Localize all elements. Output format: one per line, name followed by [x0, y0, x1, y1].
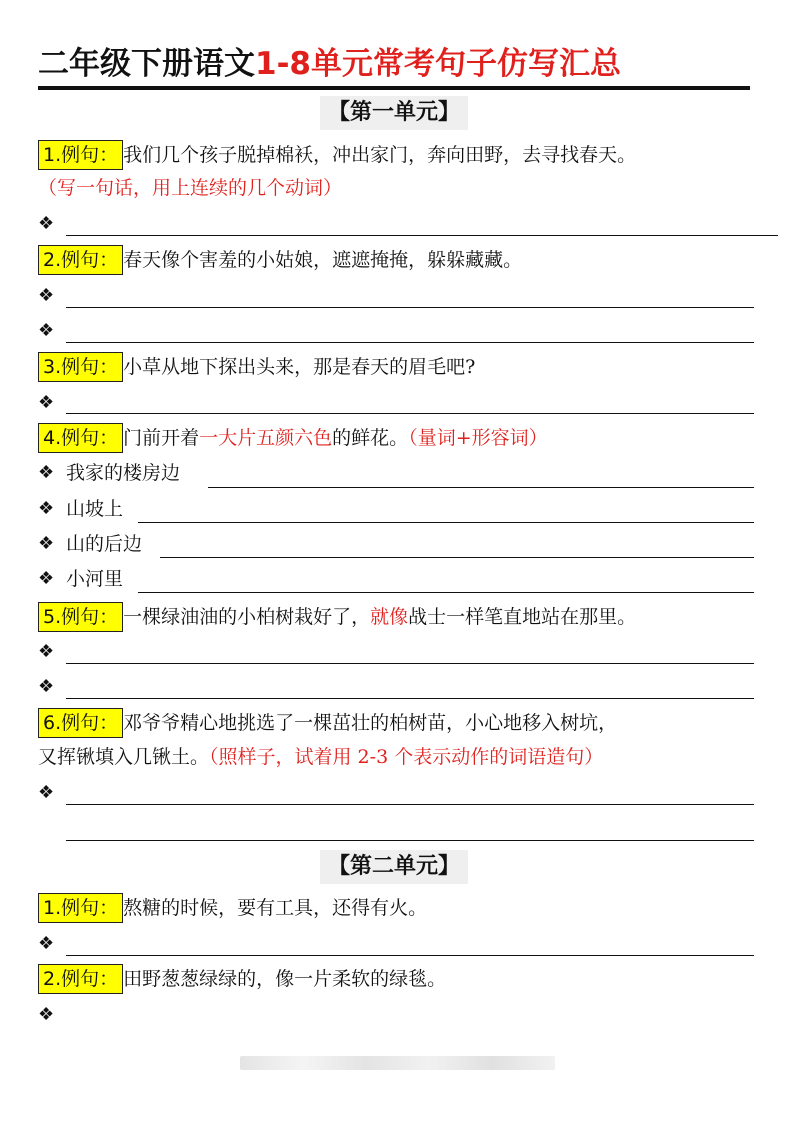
bullet-icon: ❖ [38, 568, 55, 589]
prompt-text: 山坡上 [66, 498, 124, 520]
title-underline [38, 86, 750, 90]
example-text: 熬糖的时候，要有工具，还得有火。 [123, 897, 428, 919]
prompt-text: 我家的楼房边 [66, 462, 181, 484]
title-part-grade: 二年级下册语文 [38, 46, 255, 82]
answer-line[interactable] [208, 487, 754, 488]
example-tag: 1.例句： [38, 893, 123, 923]
example-text: 我们几个孩子脱掉棉袄，冲出家门，奔向田野，去寻找春天。 [123, 144, 637, 166]
example-text: 门前开着 [123, 427, 200, 449]
u1-s4-hint: （量词+形容词） [408, 427, 548, 449]
example-text: 春天像个害羞的小姑娘，遮遮掩掩，躲躲藏藏。 [123, 249, 523, 271]
bullet-icon: ❖ [38, 782, 55, 803]
u1-s1-hint: （写一句话，用上连续的几个动词） [38, 177, 343, 199]
prompt-text: 山的后边 [66, 533, 143, 555]
u1-sentence-2 [38, 245, 522, 275]
bullet-icon: ❖ [38, 676, 55, 697]
example-text: 的鲜花。 [332, 427, 409, 449]
example-tag: 2.例句： [38, 245, 123, 275]
example-highlight: 一大片五颜六色 [199, 427, 333, 449]
u1-sentence-1 [38, 140, 636, 170]
u1-sentence-5 [38, 602, 636, 632]
bullet-icon: ❖ [38, 1004, 55, 1025]
bullet-icon: ❖ [38, 320, 55, 341]
blurred-watermark [240, 1056, 555, 1070]
u1-sentence-6 [38, 708, 617, 738]
u1-s6-hint: （照样子，试着用 2-3 个表示动作的词语造句） [209, 746, 604, 768]
answer-line[interactable] [138, 592, 754, 593]
answer-line[interactable] [66, 840, 754, 841]
example-tag: 3.例句： [38, 352, 123, 382]
u1-sentence-3 [38, 352, 475, 382]
answer-line[interactable] [66, 955, 754, 956]
u2-sentence-2 [38, 964, 446, 994]
example-text: 小草从地下探出头来，那是春天的眉毛吧? [123, 356, 476, 378]
answer-line[interactable] [66, 663, 754, 664]
example-text: 邓爷爷精心地挑选了一棵茁壮的柏树苗，小心地移入树坑， [123, 712, 618, 734]
bullet-icon: ❖ [38, 285, 55, 306]
bullet-icon: ❖ [38, 213, 55, 234]
example-tag: 2.例句： [38, 964, 123, 994]
bullet-icon: ❖ [38, 641, 55, 662]
example-tag: 4.例句： [38, 423, 123, 453]
example-text: 一棵绿油油的小柏树栽好了， [123, 606, 371, 628]
prompt-text: 小河里 [66, 568, 124, 590]
unit-2-heading: 【第二单元】 [320, 850, 468, 884]
answer-line[interactable] [160, 557, 754, 558]
answer-line[interactable] [66, 413, 754, 414]
u1-sentence-4 [38, 423, 548, 453]
bullet-icon: ❖ [38, 462, 55, 483]
example-tag: 5.例句： [38, 602, 123, 632]
answer-line[interactable] [66, 698, 754, 699]
bullet-icon: ❖ [38, 933, 55, 954]
example-highlight: 就像 [370, 606, 409, 628]
example-tag: 6.例句： [38, 708, 123, 738]
u1-sentence-6-cont [38, 742, 603, 772]
title-part-topic: 1-8单元常考句子仿写汇总 [255, 46, 622, 82]
example-tag: 1.例句： [38, 140, 123, 170]
answer-line[interactable] [66, 235, 778, 236]
answer-line[interactable] [66, 342, 754, 343]
answer-line[interactable] [138, 522, 754, 523]
answer-line[interactable] [66, 804, 754, 805]
example-text: 又挥锹填入几锹土。 [38, 746, 210, 768]
answer-line[interactable] [66, 307, 754, 308]
bullet-icon: ❖ [38, 392, 55, 413]
example-text: 田野葱葱绿绿的，像一片柔软的绿毯。 [123, 968, 447, 990]
u2-sentence-1 [38, 893, 427, 923]
example-text: 战士一样笔直地站在那里。 [408, 606, 637, 628]
unit-1-heading: 【第一单元】 [320, 96, 468, 130]
bullet-icon: ❖ [38, 498, 55, 519]
page-title [38, 44, 750, 84]
bullet-icon: ❖ [38, 533, 55, 554]
